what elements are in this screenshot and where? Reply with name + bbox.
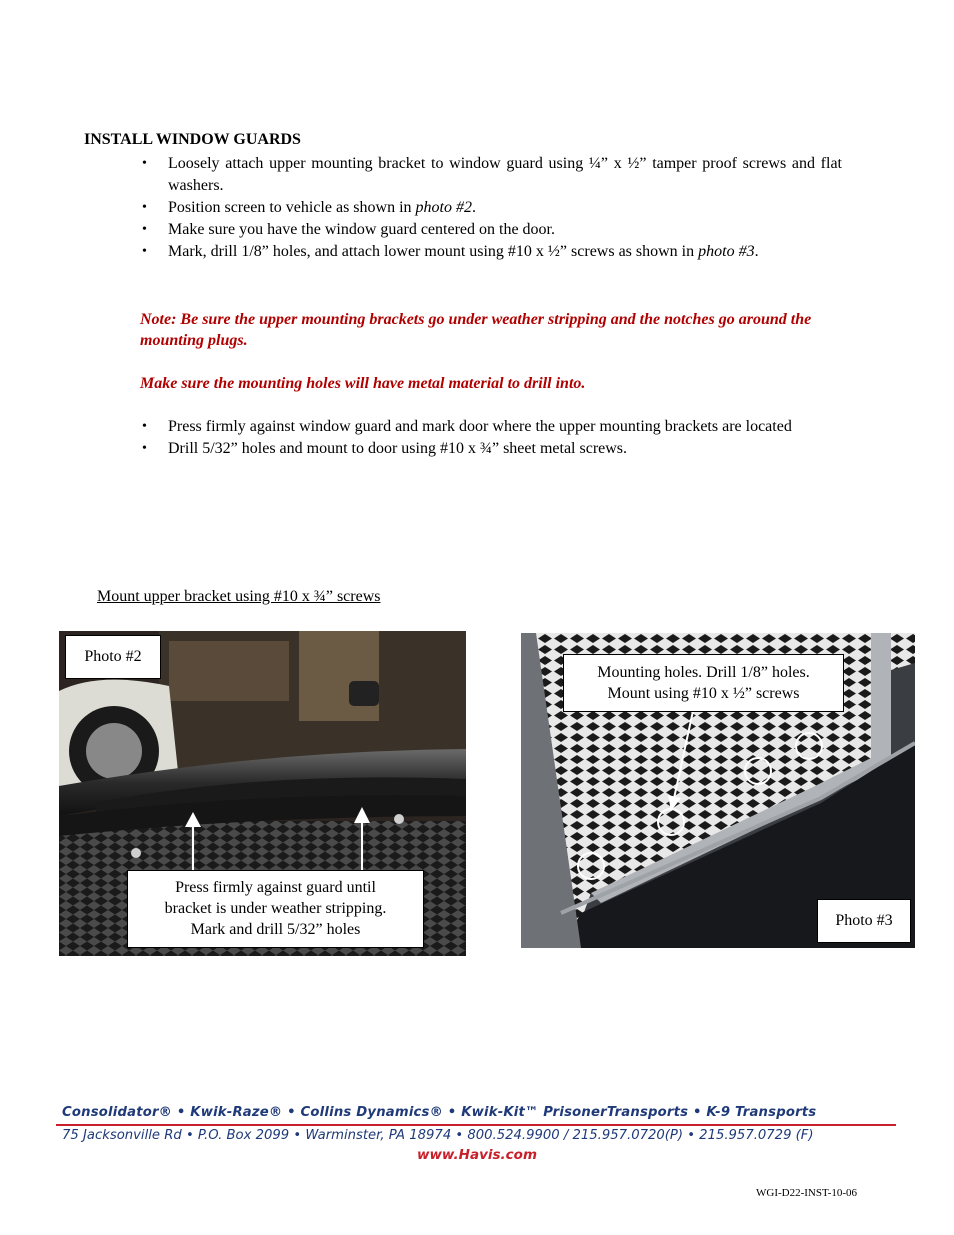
list-item (140, 197, 842, 219)
callout-line: bracket is under weather stripping. (164, 900, 387, 917)
note-metal-material: Make sure the mounting holes will have metal material to drill into. (140, 375, 586, 392)
instruction-list-2 (140, 416, 842, 460)
callout-line: Mount using #10 x ½” screws (607, 685, 800, 702)
footer-website: www.Havis.com (416, 1147, 538, 1163)
photo-3-callout (563, 654, 844, 712)
footer-address: 75 Jacksonville Rd • P.O. Box 2099 • Warminster, PA 18974 • 800.524.9900 / 215.957.0720(P) • 215.957.0729 (F) (62, 1128, 814, 1143)
callout-line: Mounting holes. Drill 1/8” holes. (597, 664, 810, 681)
photo-3 (521, 633, 915, 948)
footer-divider (56, 1124, 896, 1126)
list-item (140, 219, 842, 241)
document-code: WGI-D22-INST-10-06 (756, 1187, 858, 1199)
photo-3-label: Photo #3 (817, 899, 911, 943)
list-item-text: Position screen to vehicle as shown in (168, 199, 416, 216)
list-item-text: Press firmly against window guard and mark door where the upper mounting brackets are located (168, 418, 792, 435)
list-item-text: Loosely attach upper mounting bracket to window guard using ¼” x ½” tamper proof screws and flat washers. (168, 155, 842, 194)
photo-reference: photo #2 (415, 199, 472, 216)
callout-line: Mark and drill 5/32” holes (190, 921, 361, 938)
list-item-text: . (754, 243, 759, 260)
photo-caption: Mount upper bracket using #10 x ¾” screws (97, 588, 381, 605)
list-item (140, 241, 842, 263)
photo-reference: photo #3 (698, 243, 755, 260)
list-item (140, 438, 842, 460)
photo-2 (59, 631, 466, 956)
list-item (140, 153, 842, 197)
section-heading: INSTALL WINDOW GUARDS (84, 131, 301, 148)
note-weather-stripping: Note: Be sure the upper mounting brackets go under weather stripping and the notches go around the mounting plugs. (140, 311, 812, 349)
callout-line: Press firmly against guard until (175, 879, 376, 896)
list-item-text: Mark, drill 1/8” holes, and attach lower mount using #10 x ½” screws as shown in (168, 243, 699, 260)
footer-brands: Consolidator® • Kwik-Raze® • Collins Dynamics® • Kwik-Kit™ PrisonerTransports • K-9 Transports (62, 1105, 817, 1120)
list-item-text: Make sure you have the window guard centered on the door. (168, 221, 555, 238)
list-item-text: . (471, 199, 476, 216)
list-item (140, 416, 842, 438)
list-item-text: Drill 5/32” holes and mount to door using #10 x ¾” sheet metal screws. (168, 440, 628, 457)
instruction-list-1 (140, 153, 842, 263)
photo-2-callout (127, 870, 424, 948)
photo-2-label: Photo #2 (65, 635, 161, 679)
